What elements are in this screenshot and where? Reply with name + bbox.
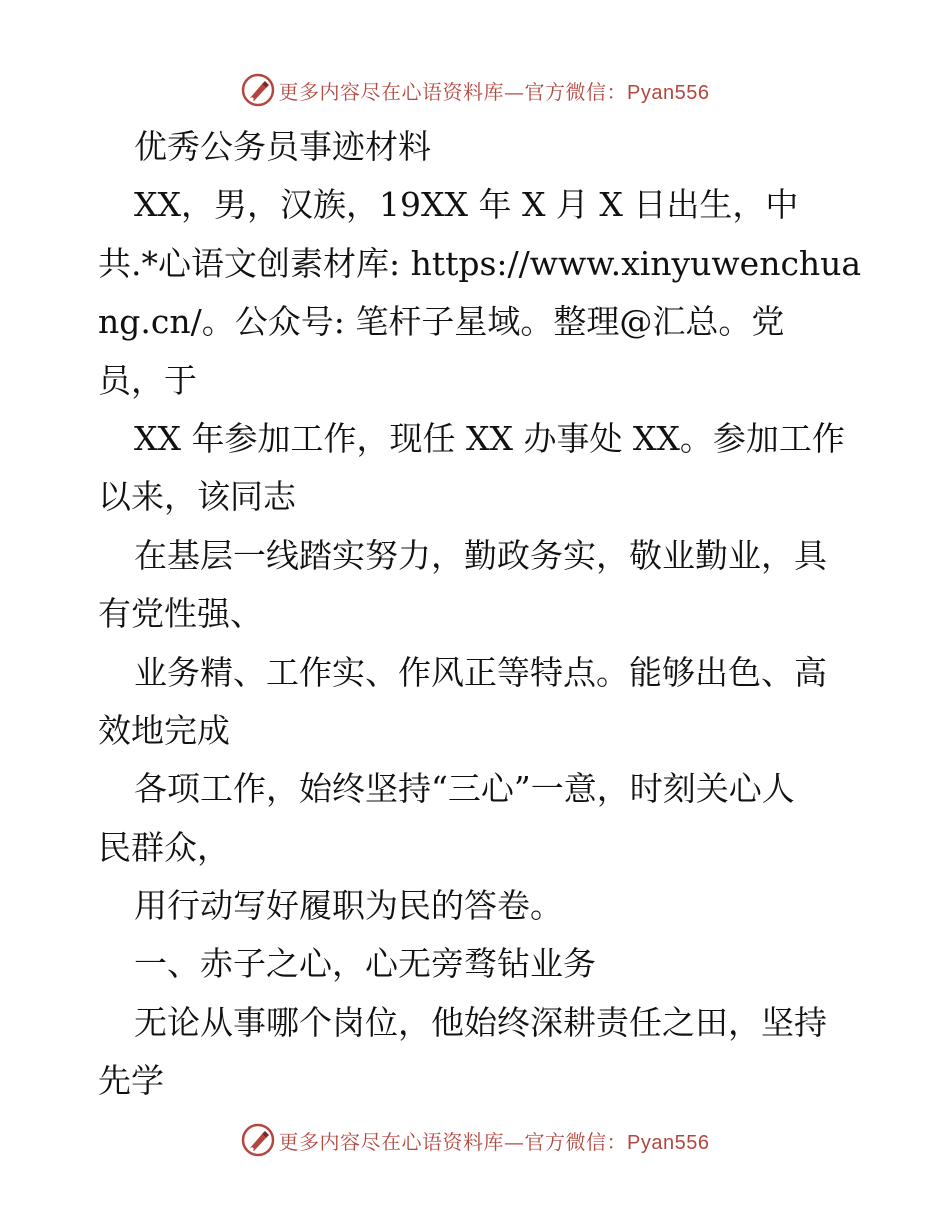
document-line: 业务精、工作实、作风正等特点。能够出色、高 xyxy=(134,652,827,692)
document-line: XX，男，汉族，19XX 年 X 月 X 日出生，中 xyxy=(134,185,799,225)
watermark-wechat-id: Pyan556 xyxy=(627,1131,710,1154)
document-line: 用行动写好履职为民的答卷。 xyxy=(134,886,563,926)
document-line: 在基层一线踏实努力，勤政务实，敬业勤业，具 xyxy=(134,535,827,575)
document-line: ng.cn/。公众号: 笔杆子星域。整理@汇总。党 xyxy=(98,302,785,342)
watermark-main: 更多内容尽在心语资料库— xyxy=(278,79,525,104)
document-body xyxy=(98,118,862,1111)
document-line: 优秀公务员事迹材料 xyxy=(134,127,431,166)
document-line: 员，于 xyxy=(98,360,197,400)
watermark-main: 更多内容尽在心语资料库— xyxy=(278,1129,525,1154)
watermark-footer xyxy=(0,1120,950,1160)
watermark-wechat-label: 官方微信： xyxy=(524,79,628,104)
document-line: 有党性强、 xyxy=(98,594,263,634)
watermark-wechat-label: 官方微信： xyxy=(524,1129,628,1154)
document-line: 各项工作，始终坚持“三心”一意，时刻关心人 xyxy=(134,769,795,809)
document-line: 一、赤子之心，心无旁骛钻业务 xyxy=(134,944,596,984)
document-line: 先学 xyxy=(98,1061,164,1101)
watermark-wechat-id: Pyan556 xyxy=(627,81,710,104)
document-line: 效地完成 xyxy=(98,710,230,750)
watermark-text xyxy=(279,76,710,105)
document-line: 以来，该同志 xyxy=(98,477,296,517)
pen-logo-icon xyxy=(241,1123,275,1157)
watermark-header xyxy=(0,70,950,110)
document-line: 无论从事哪个岗位，他始终深耕责任之田，坚持 xyxy=(134,1002,827,1042)
pen-logo-icon xyxy=(241,73,275,107)
document-line: XX 年参加工作，现任 XX 办事处 XX。参加工作 xyxy=(134,418,845,458)
watermark-text xyxy=(279,1126,710,1155)
document-line: 共.*心语文创素材库: https://www.xinyuwenchua xyxy=(98,243,862,283)
document-line: 民群众， xyxy=(98,827,230,867)
